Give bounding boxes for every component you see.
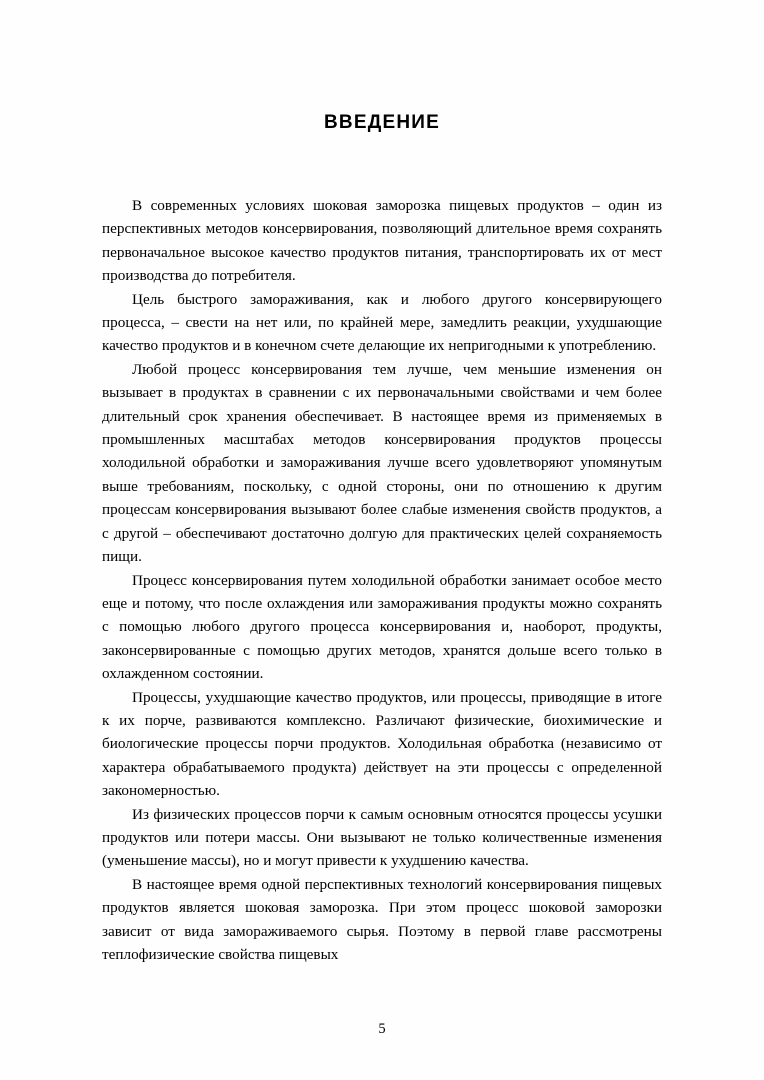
- paragraph: Из физических процессов порчи к самым основным относятся процессы усушки продуктов или потери массы. Они вызывают не только количественные изменения (уменьшение массы), но и могут привести к ухудшению качества.: [102, 805, 662, 870]
- paragraph: Процесс консервирования путем холодильной обработки занимает особое место еще и потому, что после охлаждения или замораживания продукты можно сохранять с помощью любого другого процесса консервирования и, наоборот, продукты, законсервированные с помощью других методов, хранятся дольше всего только в охлажденном состоянии.: [102, 571, 662, 683]
- body-text: [102, 134, 662, 966]
- paragraph: Процессы, ухудшающие качество продуктов, или процессы, приводящие в итоге к их порче, развиваются комплексно. Различают физические, биохимические и биологические процессы порчи продуктов. Холодильная обработка (независимо от характера обрабатываемого продукта) действует на эти процессы с определенной закономерностью.: [102, 688, 662, 800]
- page-title: ВВЕДЕНИЕ: [324, 112, 440, 133]
- paragraph: В настоящее время одной перспективных технологий консервирования пищевых продуктов является шоковая заморозка. При этом процесс шоковой заморозки зависит от вида замораживаемого сырья. Поэтому в первой главе рассмотрены теплофизические свойства пищевых: [102, 875, 662, 963]
- paragraph: Цель быстрого замораживания, как и любого другого консервирующего процесса, – свести на нет или, по крайней мере, замедлить реакции, ухудшающие качество продуктов и в конечном счете делающие их непригодными к употреблению.: [102, 290, 662, 355]
- paragraph: Любой процесс консервирования тем лучше, чем меньшие изменения он вызывает в продуктах в сравнении с их первоначальными свойствами и чем более длительный срок хранения обеспечивает. В настоящее время из применяемых в промышленных масштабах методов консервирования продуктов процессы холодильной обработки и замораживания лучше всего удовлетворяют упомянутым выше требованиям, поскольку, с одной стороны, они по отношению к другим процессам консервирования вызывают более слабые изменения свойств продуктов, а с другой – обеспечивают достаточно долгую для практических целей сохраняемость пищи.: [102, 360, 662, 566]
- paragraph: В современных условиях шоковая заморозка пищевых продуктов – один из перспективных методов консервирования, позволяющий длительное время сохранять первоначальное высокое качество продуктов питания, транспортировать их от мест производства до потребителя.: [102, 197, 662, 285]
- page-number: 5: [378, 1021, 386, 1037]
